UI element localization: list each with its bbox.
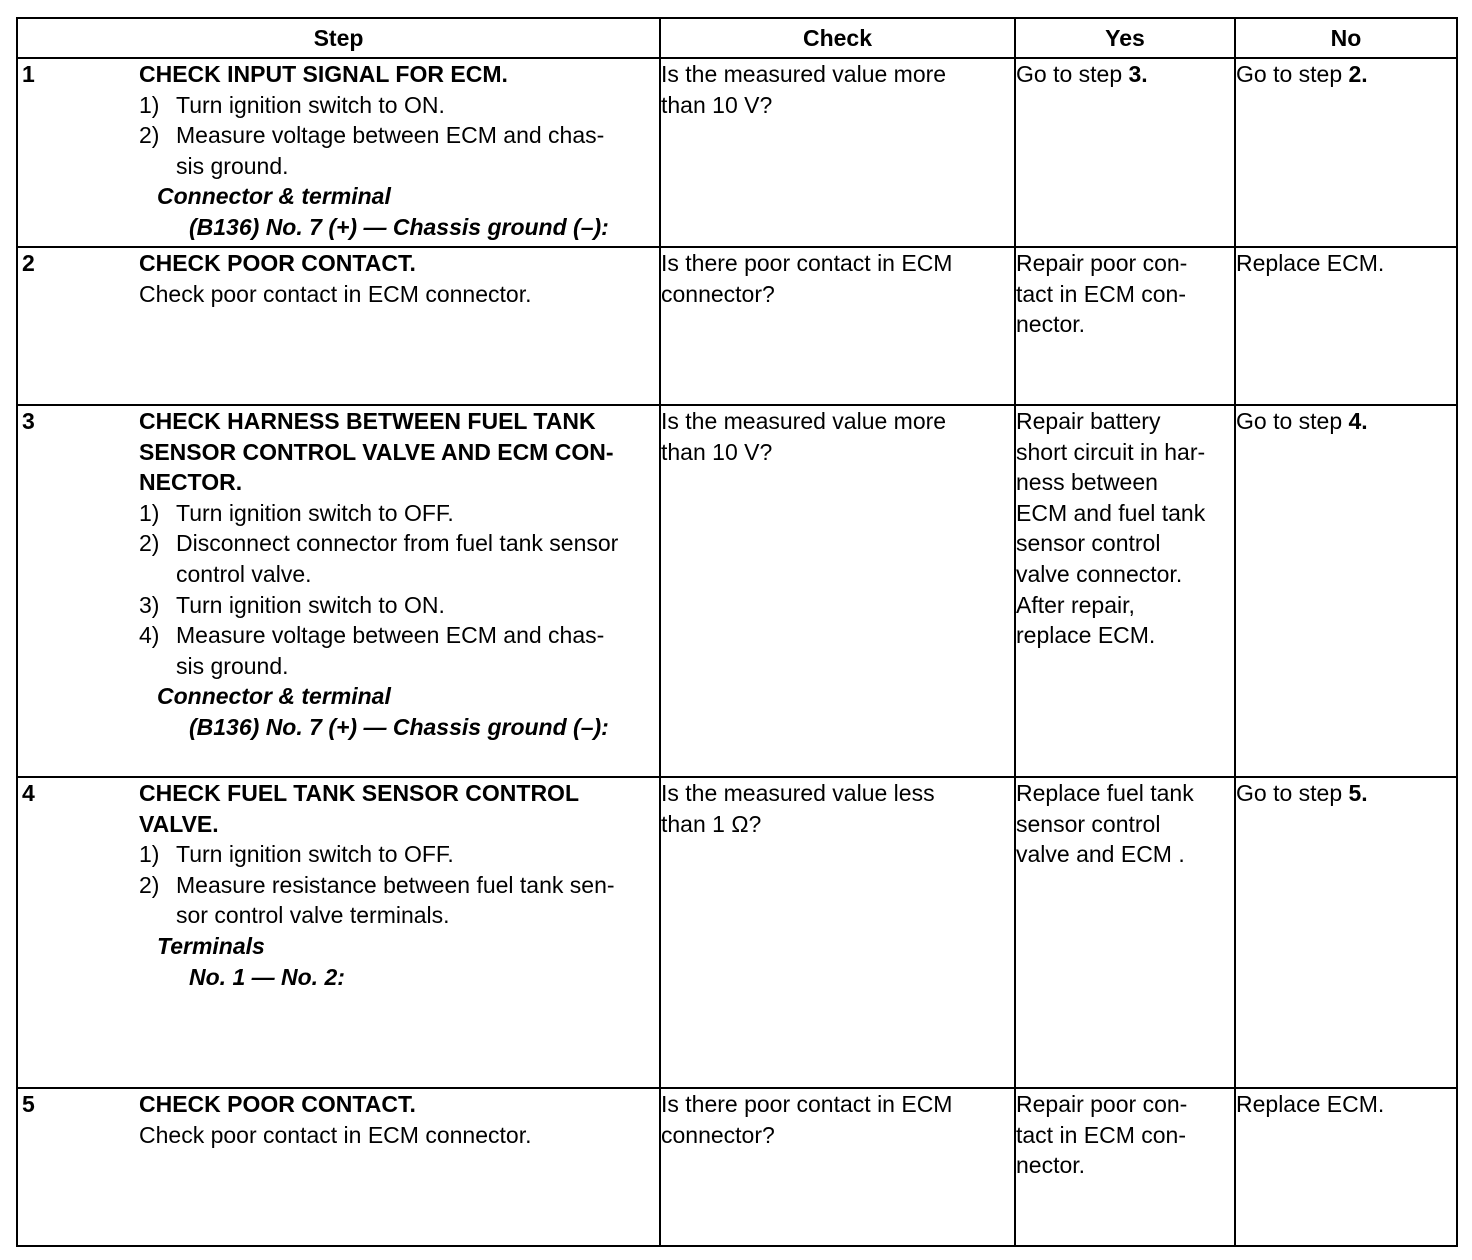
substep-number: 2): [139, 122, 160, 149]
substep: [139, 528, 659, 589]
yes-step-ref: 3.: [1128, 61, 1148, 87]
no-step-ref: 5.: [1348, 780, 1368, 806]
header-step: Step: [17, 18, 660, 58]
check-text: Is there poor contact in ECM: [661, 1091, 953, 1117]
no-cell: [1235, 58, 1457, 247]
no-text: Go to step: [1236, 61, 1349, 87]
substep-text: Turn ignition switch to OFF.: [176, 499, 454, 526]
substep-text: Measure resistance between fuel tank sen-: [176, 871, 615, 898]
connector-label: Connector & terminal: [157, 683, 391, 710]
substep-text: Measure voltage between ECM and chas-: [176, 122, 605, 149]
check-text: Is there poor contact in ECM: [661, 250, 953, 276]
no-cell: [1235, 777, 1457, 1088]
substep-number: 1): [139, 91, 160, 118]
substep: [139, 870, 659, 931]
yes-cell: [1015, 405, 1235, 777]
yes-text: tact in ECM con-: [1016, 1121, 1186, 1148]
step-title: NECTOR.: [139, 469, 243, 496]
header-check: Check: [660, 18, 1015, 58]
substep: [139, 120, 659, 181]
connector-label: Connector & terminal: [157, 183, 391, 210]
yes-text: nector.: [1016, 311, 1086, 338]
check-text: Is the measured value more: [661, 408, 947, 434]
yes-text: ness between: [1016, 469, 1158, 496]
step-title: CHECK HARNESS BETWEEN FUEL TANK: [139, 408, 596, 434]
substep-text: sis ground.: [176, 152, 289, 179]
check-text: Is the measured value less: [661, 780, 935, 806]
check-text: connector?: [661, 1121, 775, 1148]
yes-cell: [1015, 1088, 1235, 1246]
check-cell: [660, 777, 1015, 1088]
yes-cell: [1015, 58, 1235, 247]
step-number: 1: [22, 61, 35, 87]
substep: [139, 620, 659, 681]
table-row: [17, 777, 1457, 1088]
step-title: CHECK INPUT SIGNAL FOR ECM.: [139, 61, 508, 87]
check-text: Is the measured value more: [661, 61, 947, 87]
header-no: No: [1235, 18, 1457, 58]
no-cell: [1235, 405, 1457, 777]
substep: [139, 590, 659, 621]
substep-number: 1): [139, 841, 160, 868]
step-number: 3: [22, 408, 35, 434]
step-title: CHECK POOR CONTACT.: [139, 250, 416, 276]
connector-value: (B136) No. 7 (+) — Chassis ground (–):: [189, 213, 609, 240]
check-cell: [660, 247, 1015, 405]
yes-text: ECM and fuel tank: [1016, 499, 1206, 526]
substep-text: control valve.: [176, 560, 312, 587]
substep-number: 3): [139, 591, 160, 618]
diagnostic-table: [16, 17, 1458, 1247]
yes-text: replace ECM.: [1016, 622, 1156, 649]
table-row: [17, 405, 1457, 777]
yes-text: Replace fuel tank: [1016, 780, 1194, 806]
header-yes: Yes: [1015, 18, 1235, 58]
yes-text: tact in ECM con-: [1016, 280, 1186, 307]
step-title: VALVE.: [139, 810, 219, 837]
yes-text: sensor control: [1016, 530, 1161, 557]
substep-text: Turn ignition switch to ON.: [176, 91, 445, 118]
check-text: than 10 V?: [661, 438, 773, 465]
substep-number: 1): [139, 499, 160, 526]
yes-text: Repair poor con-: [1016, 250, 1188, 276]
substep-text: Turn ignition switch to OFF.: [176, 841, 454, 868]
step-title: CHECK FUEL TANK SENSOR CONTROL: [139, 780, 579, 806]
yes-text: Repair battery: [1016, 408, 1161, 434]
yes-text: nector.: [1016, 1152, 1086, 1179]
substep-text: Measure voltage between ECM and chas-: [176, 622, 605, 649]
substep-number: 2): [139, 871, 160, 898]
step-number: 5: [22, 1091, 35, 1117]
yes-text: Go to step: [1016, 61, 1129, 87]
no-text: Go to step: [1236, 780, 1349, 806]
substep: [139, 90, 659, 121]
step-text: Check poor contact in ECM connector.: [139, 1121, 532, 1148]
step-text: Check poor contact in ECM connector.: [139, 280, 532, 307]
yes-text: sensor control: [1016, 810, 1161, 837]
check-cell: [660, 58, 1015, 247]
step-cell: [17, 405, 660, 777]
yes-cell: [1015, 247, 1235, 405]
header-row: [17, 18, 1457, 58]
substep-text: sis ground.: [176, 652, 289, 679]
step-cell: [17, 1088, 660, 1246]
table-row: [17, 247, 1457, 405]
substep-text: Turn ignition switch to ON.: [176, 591, 445, 618]
substep-text: sor control valve terminals.: [176, 902, 450, 929]
substep-number: 2): [139, 530, 160, 557]
yes-text: valve connector.: [1016, 560, 1183, 587]
no-cell: [1235, 247, 1457, 405]
connector-value: No. 1 — No. 2:: [189, 963, 345, 990]
step-cell: [17, 777, 660, 1088]
step-title: SENSOR CONTROL VALVE AND ECM CON-: [139, 438, 614, 465]
yes-text: Repair poor con-: [1016, 1091, 1188, 1117]
no-cell: [1235, 1088, 1457, 1246]
yes-cell: [1015, 777, 1235, 1088]
check-text: than 1 Ω?: [661, 810, 762, 837]
table-row: [17, 58, 1457, 247]
connector-label: Terminals: [157, 932, 265, 959]
check-cell: [660, 405, 1015, 777]
substep: [139, 839, 659, 870]
check-text: than 10 V?: [661, 91, 773, 118]
yes-text: short circuit in har-: [1016, 438, 1206, 465]
no-text: Replace ECM.: [1236, 250, 1385, 276]
yes-text: After repair,: [1016, 591, 1135, 618]
connector-value: (B136) No. 7 (+) — Chassis ground (–):: [189, 713, 609, 740]
check-cell: [660, 1088, 1015, 1246]
substep: [139, 498, 659, 529]
table-row: [17, 1088, 1457, 1246]
step-title: CHECK POOR CONTACT.: [139, 1091, 416, 1117]
step-cell: [17, 247, 660, 405]
substep-number: 4): [139, 622, 160, 649]
step-number: 4: [22, 780, 35, 806]
step-cell: [17, 58, 660, 247]
substep-text: Disconnect connector from fuel tank sensor: [176, 530, 619, 557]
no-step-ref: 2.: [1348, 61, 1368, 87]
yes-text: valve and ECM .: [1016, 841, 1185, 868]
no-text: Go to step: [1236, 408, 1349, 434]
no-text: Replace ECM.: [1236, 1091, 1385, 1117]
check-text: connector?: [661, 280, 775, 307]
step-number: 2: [22, 250, 35, 276]
no-step-ref: 4.: [1348, 408, 1368, 434]
